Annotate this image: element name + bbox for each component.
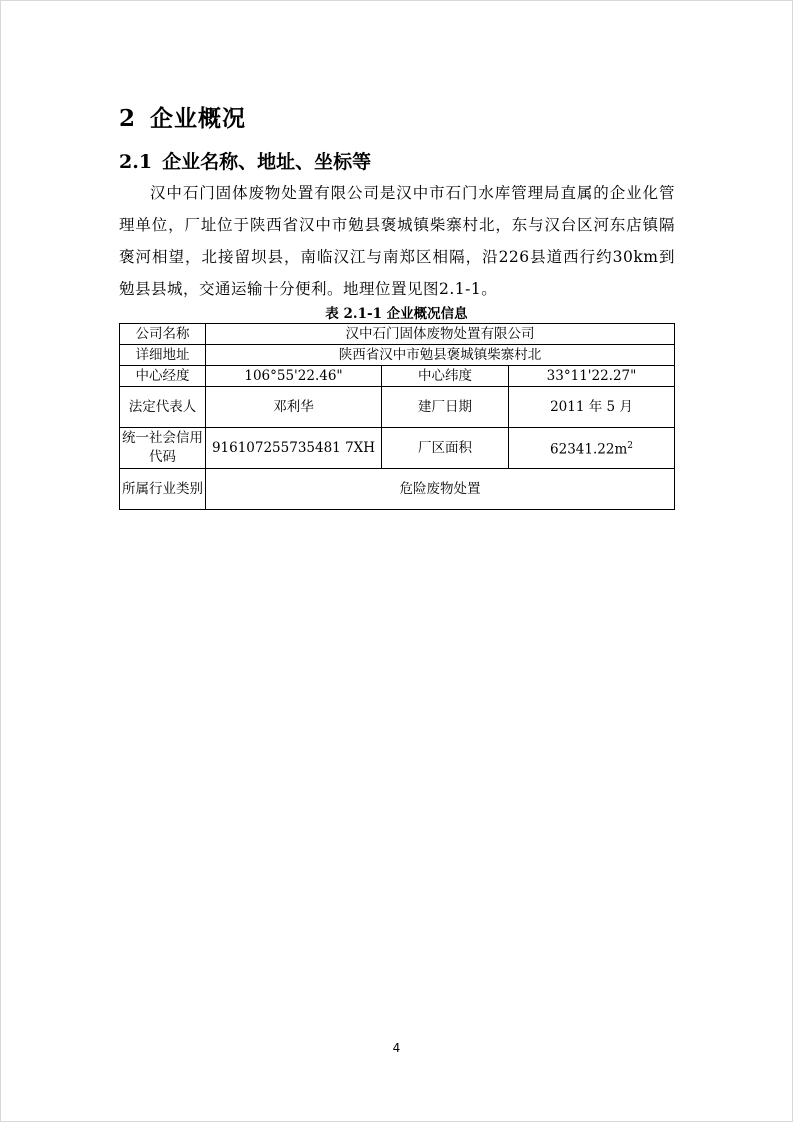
- credit-code-label: 统一社会信用代码: [120, 428, 206, 469]
- industry-label: 所属行业类别: [120, 469, 206, 510]
- company-name-label: 公司名称: [120, 324, 206, 345]
- area-value-cell: [509, 428, 675, 469]
- company-name-value: 汉中石门固体废物处置有限公司: [206, 324, 675, 345]
- area-unit-superscript: 2: [627, 440, 633, 451]
- table-row: [120, 345, 675, 366]
- chapter-title: 企业概况: [150, 105, 247, 132]
- company-info-table: [119, 323, 675, 510]
- table-row: [120, 387, 675, 428]
- area-value: 62341.22m: [550, 441, 628, 458]
- page-number: 4: [392, 1041, 401, 1055]
- longitude-value: 106°55'22.46": [206, 366, 382, 387]
- table-row: [120, 324, 675, 345]
- longitude-label: 中心经度: [120, 366, 206, 387]
- industry-value: 危险废物处置: [206, 469, 675, 510]
- address-label: 详细地址: [120, 345, 206, 366]
- table-row: [120, 469, 675, 510]
- legal-rep-value: 邓利华: [206, 387, 382, 428]
- table-row: [120, 366, 675, 387]
- chapter-heading: [119, 100, 246, 133]
- address-value: 陕西省汉中市勉县褒城镇柴寨村北: [206, 345, 675, 366]
- table-caption: 表 2.1-1 企业概况信息: [325, 306, 468, 322]
- body-paragraph: 汉中石门固体废物处置有限公司是汉中市石门水库管理局直属的企业化管理单位，厂址位于陕西省汉中市勉县褒城镇柴寨村北，东与汉台区河东店镇隔褒河相望，北接留坝县，南临汉江与南郑区相隔，沿226县道西行约30km到勉县县城，交通运输十分便利。地理位置见图2.1-1。: [119, 184, 675, 298]
- section-number: 2.1: [119, 151, 153, 173]
- area-label: 厂区面积: [382, 428, 509, 469]
- founded-value: 2011 年 5 月: [509, 387, 675, 428]
- latitude-value: 33°11'22.27": [509, 366, 675, 387]
- credit-code-value: 916107255735481 7XH: [206, 428, 382, 469]
- founded-label: 建厂日期: [382, 387, 509, 428]
- table-row: [120, 428, 675, 469]
- latitude-label: 中心纬度: [382, 366, 509, 387]
- section-title: 企业名称、地址、坐标等: [162, 151, 372, 173]
- chapter-number: 2: [119, 105, 137, 132]
- legal-rep-label: 法定代表人: [120, 387, 206, 428]
- section-heading: [119, 147, 371, 174]
